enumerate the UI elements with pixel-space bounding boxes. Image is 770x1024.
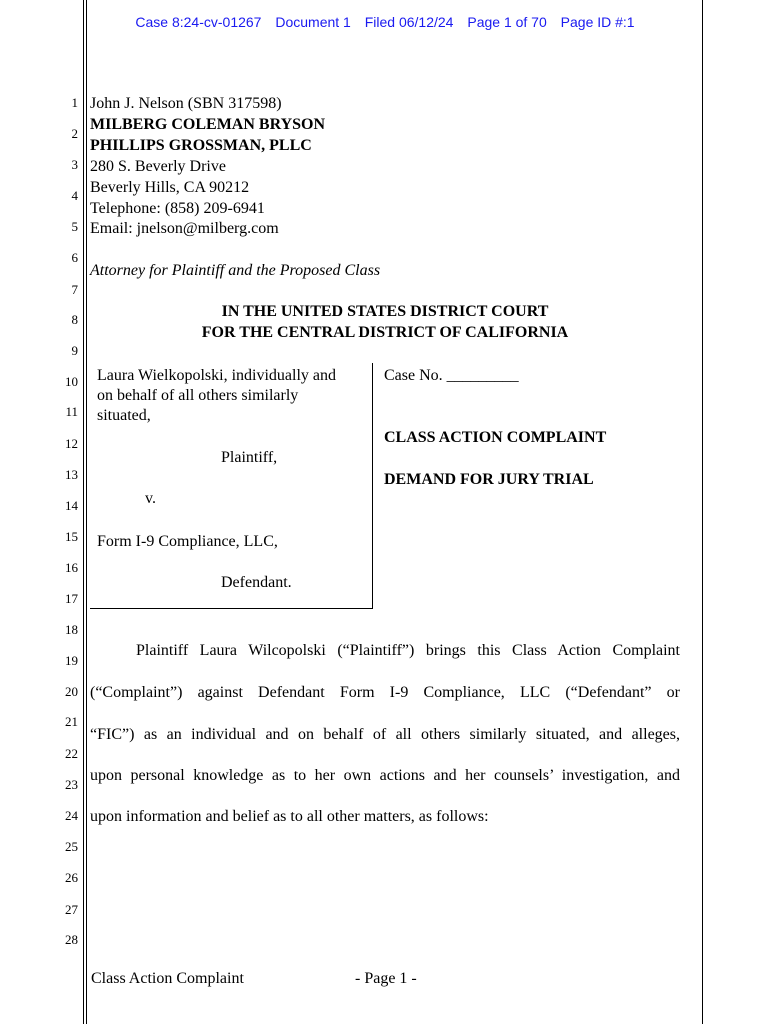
line-number: 28 (65, 932, 78, 947)
jury-demand-title: DEMAND FOR JURY TRIAL (384, 471, 594, 488)
court-title-line2: FOR THE CENTRAL DISTRICT OF CALIFORNIA (201, 324, 569, 341)
line-number: 17 (65, 591, 78, 606)
line-number: 1 (71, 95, 78, 110)
line-number: 22 (65, 746, 78, 761)
plaintiff-line2: on behalf of all others similarly (97, 387, 299, 404)
line-number: 3 (71, 157, 78, 172)
plaintiff-line1: Laura Wielkopolski, individually and (97, 367, 337, 384)
left-margin-rule-outer (83, 0, 84, 1024)
line-number: 27 (65, 902, 78, 917)
line-number: 25 (65, 839, 78, 854)
left-margin-rule-inner (86, 0, 87, 1024)
line-number: 19 (65, 653, 78, 668)
header-page: Page 1 of 70 (467, 14, 547, 30)
attorney-name: John J. Nelson (SBN 317598) (90, 95, 282, 112)
line-number: 7 (71, 282, 78, 297)
line-number: 10 (65, 374, 78, 389)
line-number: 26 (65, 870, 78, 885)
footer-left: Class Action Complaint (91, 970, 244, 987)
body-line-2: (“Complaint”) against Defendant Form I-9 Compliance, LLC (“Defendant” or (90, 684, 680, 701)
header-filed: Filed 06/12/24 (364, 14, 454, 30)
line-number: 16 (65, 560, 78, 575)
line-number: 2 (71, 126, 78, 141)
line-number: 9 (71, 343, 78, 358)
plaintiff-line3: situated, (97, 407, 151, 424)
line-number: 15 (65, 529, 78, 544)
court-title-line1: IN THE UNITED STATES DISTRICT COURT (221, 303, 549, 320)
address-line1: 280 S. Beverly Drive (90, 158, 226, 175)
firm-name-line1: MILBERG COLEMAN BRYSON (90, 116, 326, 133)
line-number: 11 (65, 404, 78, 419)
line-number: 4 (71, 188, 78, 203)
case-number: Case No. _________ (384, 367, 519, 384)
body-line-5: upon information and belief as to all other matters, as follows: (90, 808, 489, 825)
email: Email: jnelson@milberg.com (90, 220, 279, 237)
right-margin-rule (702, 0, 703, 1024)
line-number: 14 (65, 498, 78, 513)
line-number: 18 (65, 622, 78, 637)
line-number: 12 (65, 436, 78, 451)
line-number: 20 (65, 684, 78, 699)
header-case: Case 8:24-cv-01267 (135, 14, 262, 30)
telephone: Telephone: (858) 209-6941 (90, 200, 265, 217)
body-line-1: Plaintiff Laura Wilcopolski (“Plaintiff”) brings this Class Action Complaint (136, 642, 680, 659)
address-line2: Beverly Hills, CA 90212 (90, 179, 250, 196)
header-document: Document 1 (275, 14, 351, 30)
ecf-header (0, 14, 770, 30)
line-number: 6 (71, 250, 78, 265)
line-number: 13 (65, 467, 78, 482)
firm-name-line2: PHILLIPS GROSSMAN, PLLC (90, 137, 312, 154)
line-number: 5 (71, 219, 78, 234)
plaintiff-label: Plaintiff, (221, 449, 278, 466)
line-number: 21 (65, 714, 78, 729)
defendant-label: Defendant. (221, 574, 292, 591)
line-number: 23 (65, 777, 78, 792)
line-number: 8 (71, 312, 78, 327)
body-line-4: upon personal knowledge as to her own actions and her counsels’ investigation, and (90, 767, 680, 784)
line-number: 24 (65, 808, 78, 823)
complaint-title: CLASS ACTION COMPLAINT (384, 429, 607, 446)
header-page-id: Page ID #:1 (560, 14, 635, 30)
footer-page: - Page 1 - (355, 970, 417, 987)
versus: v. (145, 490, 156, 507)
attorney-role: Attorney for Plaintiff and the Proposed Class (90, 262, 381, 279)
body-line-3: “FIC”) as an individual and on behalf of all others similarly situated, and alleges, (90, 726, 680, 743)
defendant-name: Form I-9 Compliance, LLC, (97, 533, 278, 550)
